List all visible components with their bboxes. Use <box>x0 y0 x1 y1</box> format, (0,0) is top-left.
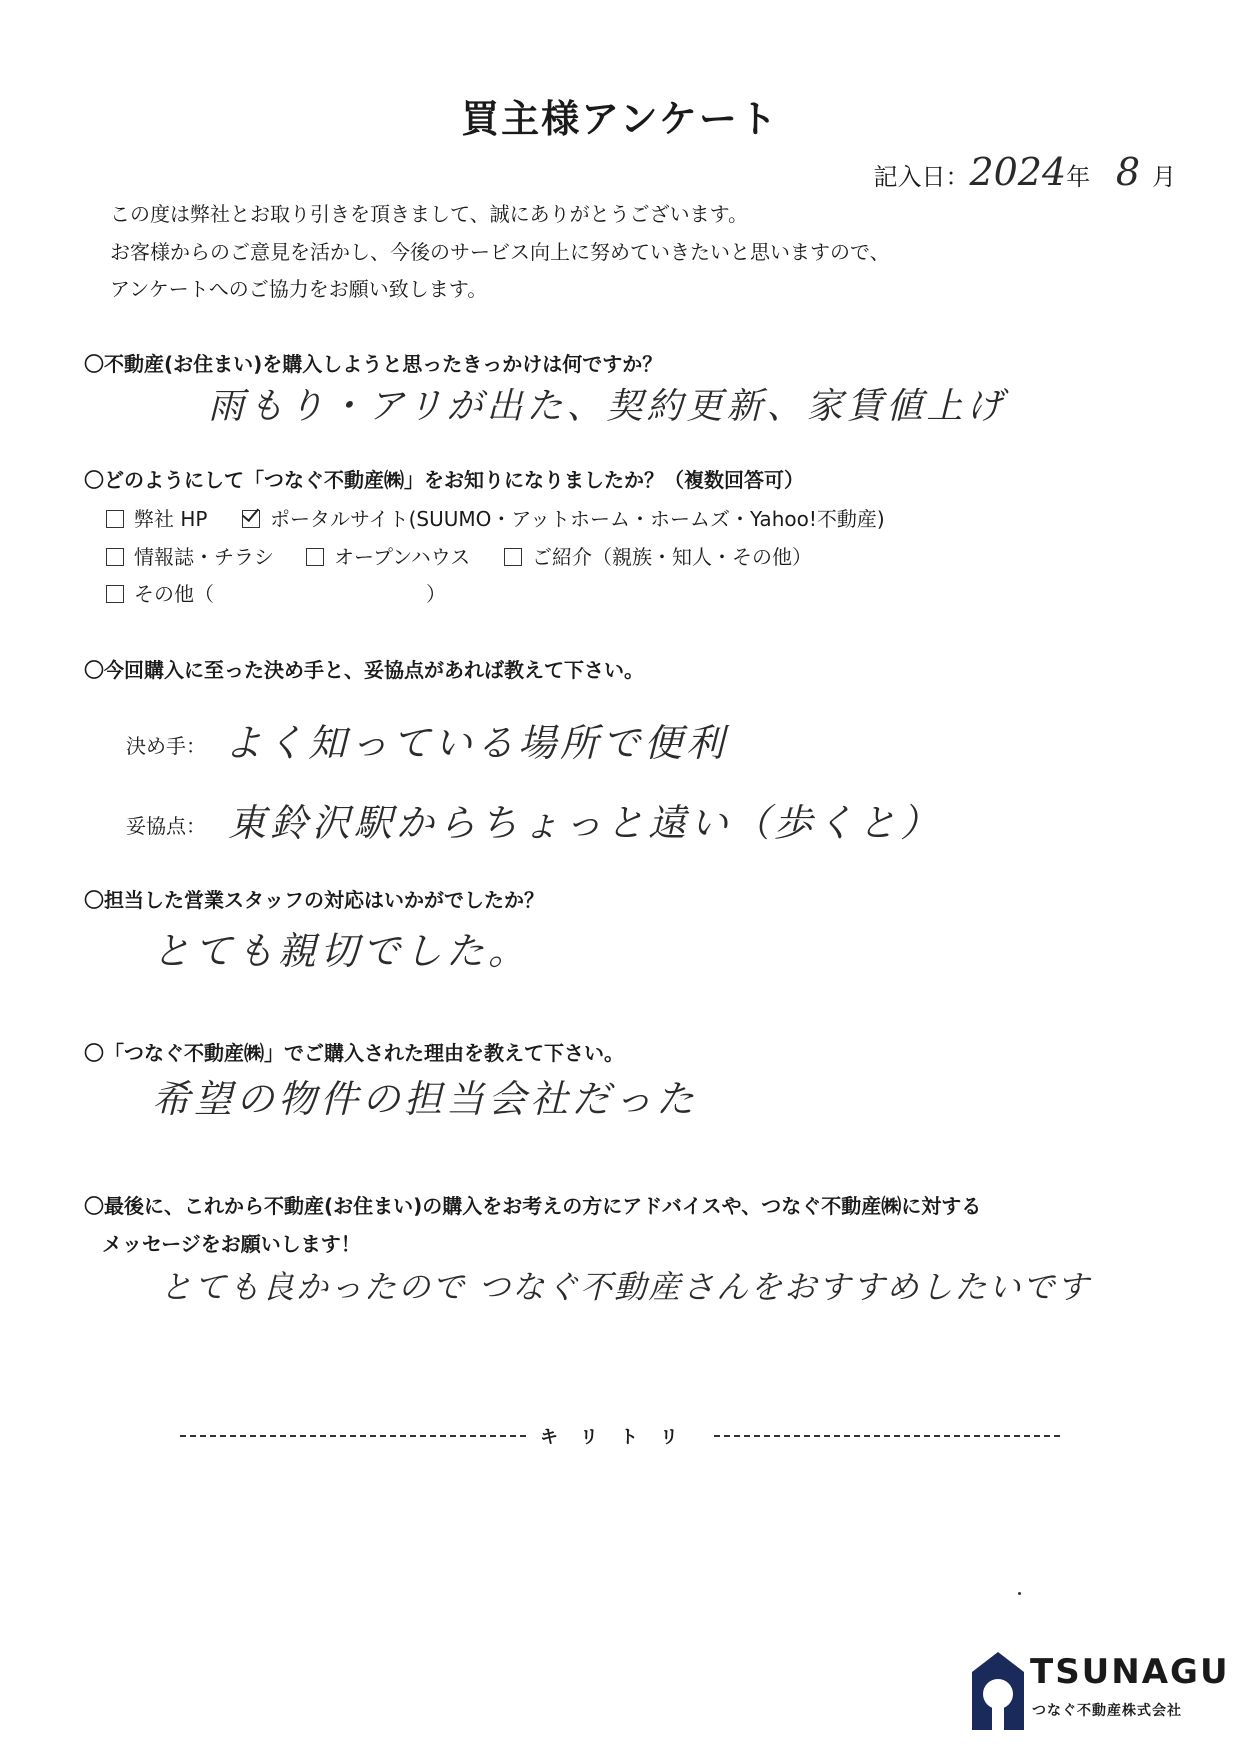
option-label: 弊社 HP <box>134 507 208 531</box>
logo-name: TSUNAGU <box>1030 1652 1230 1692</box>
decider-label: 決め手： <box>126 734 206 758</box>
checkbox[interactable] <box>106 585 124 603</box>
scan-dot <box>1018 1592 1021 1595</box>
question-1: 〇不動産(お住まい)を購入しようと思ったきっかけは何ですか？ <box>84 352 663 376</box>
question-6-line-1: 〇最後に、これから不動産(お住まい)の購入をお考えの方にアドバイスや、つなぐ不動産㈱に対する <box>84 1194 982 1218</box>
answer-4: とても親切でした。 <box>152 929 531 973</box>
date-year: 2024 <box>969 150 1067 194</box>
question-4: 〇担当した営業スタッフの対応はいかがでしたか？ <box>84 888 544 912</box>
cut-dash-left <box>180 1435 526 1437</box>
option-label: オープンハウス <box>334 545 471 569</box>
option-company-hp[interactable] <box>106 503 207 532</box>
option-label: 情報誌・チラシ <box>134 545 274 569</box>
option-label: ポータルサイト(SUUMO・アットホーム・ホームズ・Yahoo!不動産) <box>270 507 885 531</box>
date-month: 8 <box>1115 150 1140 194</box>
question-3: 〇今回購入に至った決め手と、妥協点があれば教えて下さい。 <box>84 658 644 682</box>
checkbox[interactable] <box>504 548 522 566</box>
answer-5: 希望の物件の担当会社だった <box>152 1077 699 1121</box>
question-6-line-2: メッセージをお願いします！ <box>102 1232 361 1256</box>
option-magazine-flyer[interactable] <box>106 541 274 570</box>
intro-line-1: この度は弊社とお取り引きを頂きまして、誠にありがとうございます。 <box>110 202 748 226</box>
tsunagu-logo-icon <box>972 1652 1024 1730</box>
page-title: 買主様アンケート <box>461 97 779 141</box>
logo-company: つなぐ不動産株式会社 <box>1032 1703 1182 1719</box>
option-label: ご紹介（親族・知人・その他） <box>532 545 812 569</box>
question-2: 〇どのようにして「つなぐ不動産㈱」をお知りになりましたか？（複数回答可） <box>84 468 804 492</box>
answer-1: 雨もり・アリが出た、契約更新、家賃値上げ <box>208 386 1007 427</box>
decider-answer: よく知っている場所で便利 <box>224 721 729 765</box>
compromise-answer: 東鈴沢駅からちょっと遠い（歩くと） <box>228 801 943 845</box>
checkbox[interactable] <box>106 510 124 528</box>
option-portal-site[interactable] <box>242 503 885 532</box>
date-label: 記入日： <box>873 163 970 191</box>
compromise-label: 妥協点： <box>126 814 206 838</box>
intro-line-2: お客様からのご意見を活かし、今後のサービス向上に努めていきたいと思いますので、 <box>110 240 890 264</box>
answer-6: とても良かったので つなぐ不動産さんをおすすめしたいです <box>160 1268 1091 1306</box>
cut-line <box>180 1423 1060 1449</box>
cut-dash-right <box>714 1435 1060 1437</box>
question-5: 〇「つなぐ不動産㈱」でご購入された理由を教えて下さい。 <box>84 1041 624 1065</box>
intro-line-3: アンケートへのご協力をお願い致します。 <box>110 277 488 301</box>
entry-date <box>873 150 1176 194</box>
option-other-close: ） <box>426 582 446 606</box>
checkbox[interactable] <box>306 548 324 566</box>
checkbox-checked[interactable] <box>242 510 260 528</box>
option-open-house[interactable] <box>306 541 470 570</box>
company-logo <box>972 1652 1230 1732</box>
cut-line-label: キリトリ <box>540 1427 700 1448</box>
date-month-unit: 月 <box>1152 163 1176 191</box>
option-other[interactable] <box>106 578 214 607</box>
checkbox[interactable] <box>106 548 124 566</box>
option-label: その他（ <box>134 582 214 606</box>
option-referral[interactable] <box>504 541 812 570</box>
date-year-unit: 年 <box>1066 163 1091 191</box>
